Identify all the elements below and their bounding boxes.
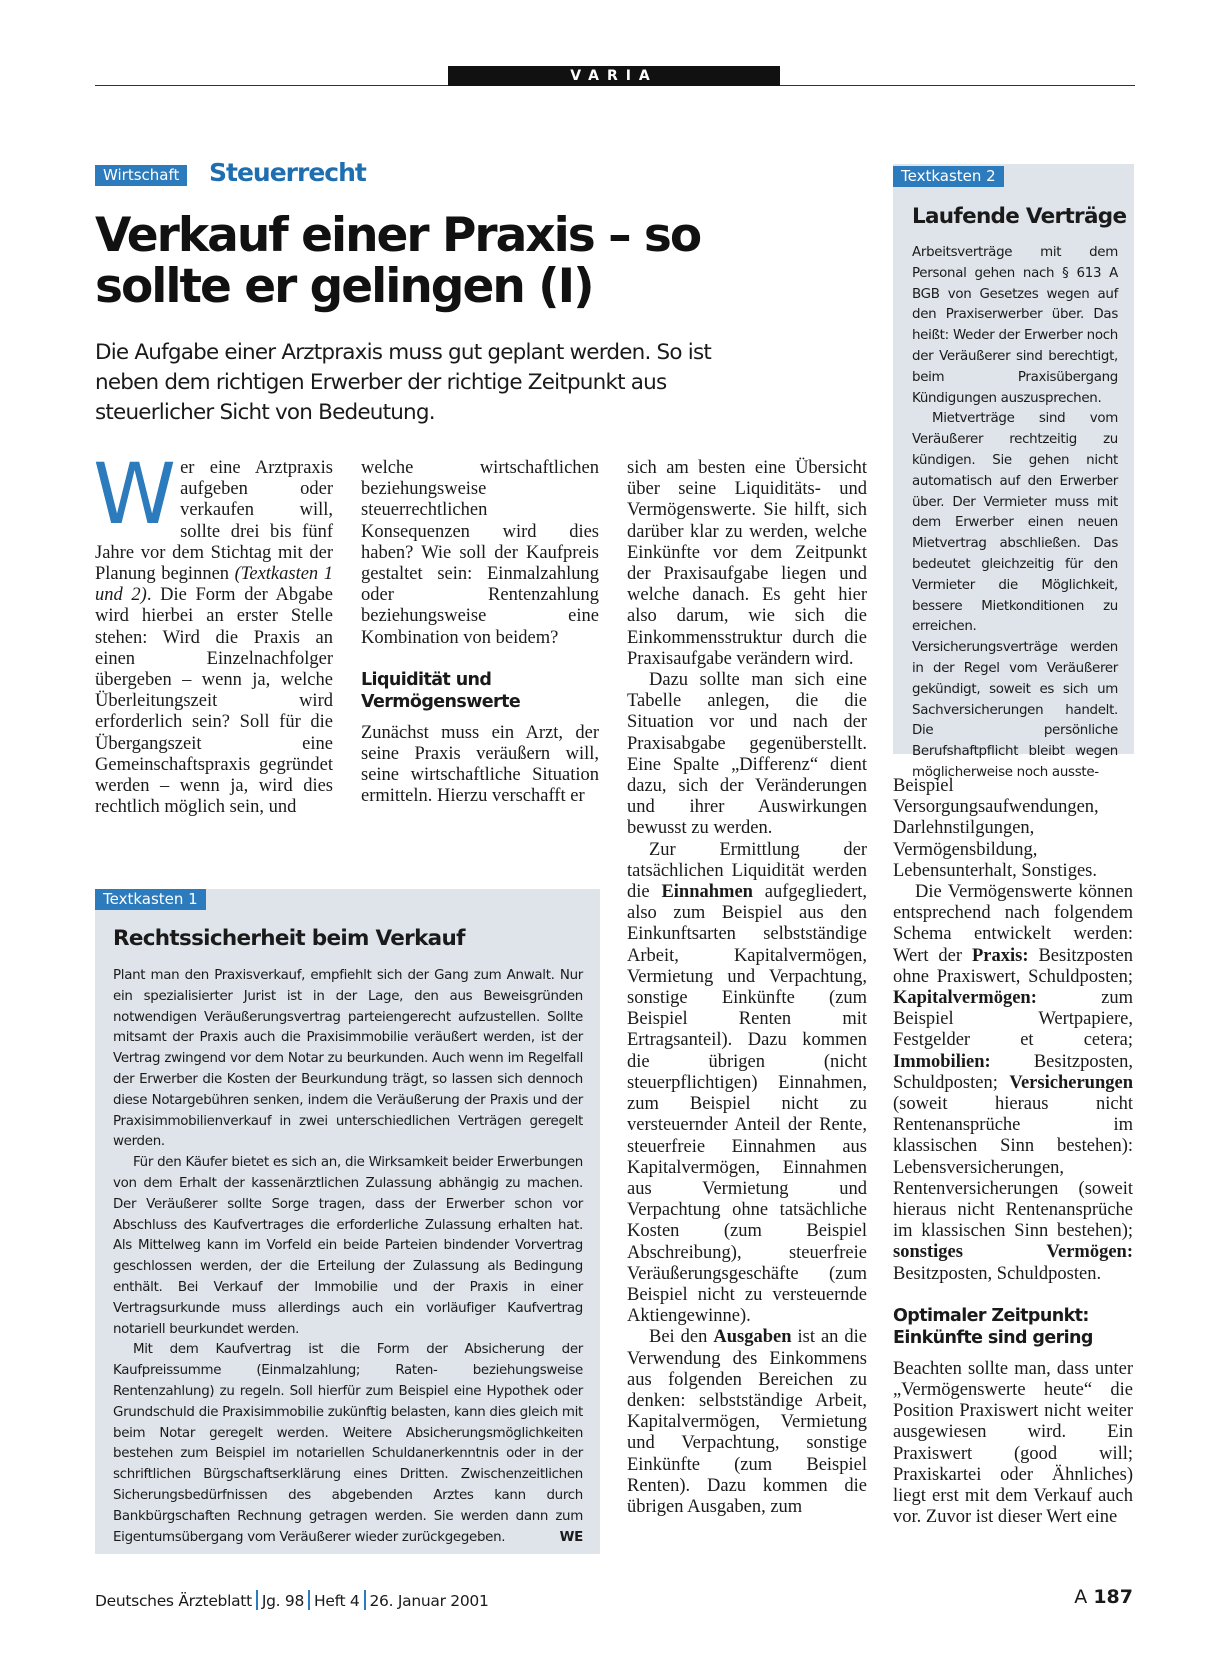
article-paragraph: Zur Ermittlung der tatsächlichen Liquidität werden die Einnahmen aufgegliedert, also zum Beispiel aus den Einkunftsarten selbstständige Arbeit, Kapitalvermögen, Vermietung und Verpachtung, sonstige Einkünfte (zum Beispiel Renten mit Ertragsanteil). Dazu kommen die übrigen (nicht steuerpflichtigen) Einnahmen, zum Beispiel nicht zu versteuernder Anteil der Rente, steuerfreie Einnahmen aus Kapitalvermögen, Einnahmen aus Vermietung und Verpachtung ohne tatsächliche Kosten (zum Beispiel Abschreibung), steuerfreie Veräußerungsgeschäfte (zum Beispiel nicht zu versteuernde Aktiengewinne). bbox=[627, 839, 867, 1327]
dropcap: W bbox=[93, 445, 177, 543]
null bbox=[361, 458, 599, 649]
article-paragraph: Beispiel Versorgungsaufwendungen, Darlehnstilgungen, Vermögensbildung, Lebensunterhalt, Sonstiges. bbox=[893, 776, 1099, 881]
article-paragraph: Bei den Ausgaben ist an die Verwendung des Einkommens aus folgenden Bereichen zu denken: selbstständige Arbeit, Kapitalvermögen, Vermietung und Verpachtung, sonstige Einkünfte (zum Beispiel Renten). Dazu kommen die übrigen Ausgaben, zum bbox=[627, 1327, 868, 1517]
textbox-2-paragraph: Versicherungsverträge werden in der Regel vom Veräußerer gekündigt, soweit es sich um Sachversicherungen handelt. Die persönliche Berufshaftpflicht bleibt wegen möglicherweise noch ausste- bbox=[912, 640, 1118, 780]
issue-date: 26. Januar 2001 bbox=[369, 1592, 489, 1610]
textbox-2-paragraph: Arbeitsverträge mit dem Personal gehen nach § 613 A BGB von Gesetzes wegen auf den Praxiserwerber über. Das heißt: Weder der Erwerber noch der Veräußerer sind berechtigt, beim Praxisübergang Kündigungen auszusprechen. bbox=[912, 245, 1118, 406]
article-paragraph: Die Vermögenswerte können entsprechend nach folgendem Schema entwickelt werden: Wert der Praxis: Besitzposten ohne Praxiswert, Schuldposten; Kapitalvermögen: zum Beispiel Wertpapiere, Festgelder et cetera; Immobilien: Besitzposten, Schuldposten; Versicherungen (soweit hieraus nicht Rentenansprüche im klassischen Sinn bestehen): Lebensversicherungen, Rentenversicherungen (soweit hieraus nicht Rentenansprüche im klassischen Sinn bestehen); sonstiges Vermögen: Besitzposten, Schuldposten. bbox=[893, 882, 1133, 1284]
article-paragraph: Dazu sollte man sich eine Tabelle anlegen, die die Situation vor und nach der Praxisabgabe gegenüberstellt. Eine Spalte „Differenz“ dient dazu, sich der Veränderungen und ihrer Auswirkungen bewusst zu werden. bbox=[627, 670, 867, 839]
headline: Verkauf einer Praxis – so sollte er gelingen (I) bbox=[95, 208, 701, 314]
textbox-1-paragraph: Plant man den Praxisverkauf, empfiehlt sich der Gang zum Anwalt. Nur ein spezialisierter Jurist ist in der Lage, den aus Beweisgründen notwendigen Veräußerungsvertrag parteiengerecht aufzustellen. Sollte mitsamt der Praxis auch die Praxisimmobilie veräußert werden, ist der Vertrag zwingend vor dem Notar zu beurkunden. Auch wenn im Regelfall der Erwerber die Kosten der Beurkundung trägt, so lassen sich dennoch diese Notargebühren senken, indem die Veräußerung der Praxis und der Praxisimmobilienverkauf in zwei unterschiedlichen Verträgen geregelt werden. bbox=[113, 968, 583, 1150]
paragraph-1-start: er eine Arztpraxis aufgeben oder verkaufen will, sollte drei bis fünf Jahre vor dem Stichtag mit der Planung beginnen bbox=[95, 458, 333, 585]
page-number: A 187 bbox=[1074, 1586, 1133, 1608]
subhead-zeitpunkt: Optimaler Zeitpunkt: Einkünfte sind gering bbox=[893, 1305, 1093, 1348]
article-paragraph: Zunächst muss ein Arzt, der seine Praxis veräußern will, seine wirtschaftliche Situation ermitteln. Hierzu verschafft er bbox=[361, 722, 599, 807]
section-label: VARIA bbox=[448, 66, 780, 86]
issue: Heft 4 bbox=[314, 1592, 360, 1610]
paragraph-1-rest: . Die Form der Abgabe wird hierbei an erster Stelle stehen: Wird die Praxis an einen Einzelnachfolger übergeben – wenn ja, welche Überleitungszeit wird erforderlich sein? Soll für die Übergangszeit eine Gemeinschaftspraxis gegründet werden – wenn ja, wird dies rechtlich möglich sein, und bbox=[95, 585, 333, 818]
textbox-2-title: Laufende Verträge bbox=[912, 204, 1127, 229]
textbox-1-body bbox=[113, 966, 583, 1548]
rubric-tag: Wirtschaft bbox=[95, 165, 187, 186]
author-signature: WE bbox=[559, 1529, 583, 1545]
textbox-2-tag: Textkasten 2 bbox=[893, 166, 1004, 187]
textbox-1-paragraph: Mit dem Kaufvertrag ist die Form der Absicherung der Kaufpreissumme (Einmalzahlung; Raten- beziehungsweise Rentenzahlung) zu regeln. Soll hierfür zum Beispiel eine Hypothek oder Grundschuld die Praxisimmobilie zukünftig belasten, kann dies gleich mit beim Notar geregelt werden. Weitere Absicherungsmöglichkeiten bestehen zum Beispiel im notariellen Schuldanerkenntnis oder in der schriftlichen Bürgschaftserklärung eines Dritten. Zwischenzeitlichen Sicherungsbedürfnissen des abgebenden Arztes kann durch Bankbürgschaften Rechnung getragen werden. Sie werden dann zum Eigentumsübergang vom Veräußerer wieder zurückgegeben. WE bbox=[113, 1340, 583, 1548]
volume: Jg. 98 bbox=[261, 1592, 305, 1610]
article-column-2 bbox=[361, 458, 599, 808]
article-column-3 bbox=[627, 458, 867, 1518]
journal-name: Deutsches Ärzteblatt bbox=[95, 1592, 252, 1610]
textbox-1-title: Rechtssicherheit beim Verkauf bbox=[113, 926, 465, 951]
reference-textkasten-1-2: (Textkasten 1 und 2) bbox=[95, 564, 334, 606]
textbox-1-tag: Textkasten 1 bbox=[95, 889, 206, 910]
rubric-title: Steuerrecht bbox=[209, 158, 366, 187]
textbox-2-paragraph: Mietverträge sind vom Veräußerer rechtzeitig zu kündigen. Sie gehen nicht automatisch auf den Erwerber über. Der Vermieter muss mit dem Erwerber einen neuen Mietvertrag abschließen. Das bedeutet gleichzeitig für den Vermieter die Möglichkeit, bessere Mietkonditionen zu erreichen. bbox=[912, 411, 1118, 635]
paragraph-1-rest: welche wirtschaftlichen beziehungsweise steuerrechtlichen Konsequenzen wird dies haben? Wie soll der Kaufpreis gestaltet sein: Einmalzahlung oder Rentenzahlung beziehungsweise eine Kombination von beidem? bbox=[361, 458, 599, 648]
textbox-1-paragraph: Für den Käufer bietet es sich an, die Wirksamkeit beider Erwerbungen von dem Erhalt der kassenärztlichen Zulassung abhängig zu machen. Der Veräußerer sollte Sorge tragen, dass der Erwerber schon vor Abschluss des Kaufvertrages die erforderliche Zulassung erhalten hat. Als Mittelweg kann im Vorfeld ein beide Parteien bindender Vorvertrag geschlossen werden, der die Erteilung der Zulassung als Bedingung enthält. Bei Verkauf der Immobilie und der Praxis in einer Vertragsurkunde muss allerdings auch ein vorläufiger Kaufvertrag notariell beurkundet werden. bbox=[113, 1155, 583, 1337]
article-paragraph: Beachten sollte man, dass unter „Vermögenswerte heute“ die Position Praxiswert nicht weiter ausgewiesen wird. Ein Praxiswert (good will; Praxiskartei oder Ähnliches) liegt erst mit dem Verkauf auch vor. Zuvor ist dieser Wert eine bbox=[893, 1358, 1133, 1528]
article-paragraph: sich am besten eine Übersicht über seine Liquiditäts- und Vermögenswerte. Sie hilft, sich darüber klar zu werden, welche Einkünfte vor dem Zeitpunkt der Praxisaufgabe liegen und welche danach. Es geht hier also darum, wie sich die Einkommensstruktur durch die Praxisaufgabe verändern wird. bbox=[627, 458, 867, 669]
article-column-4 bbox=[893, 776, 1133, 1529]
textbox-2-body bbox=[912, 243, 1118, 784]
footer bbox=[95, 1590, 489, 1610]
subhead-liquiditaet: Liquidität und Vermögenswerte bbox=[361, 669, 521, 712]
article-column-1 bbox=[93, 445, 334, 818]
lead-text: Die Aufgabe einer Arztpraxis muss gut geplant werden. So ist neben dem richtigen Erwerber der richtige Zeitpunkt aus steuerlicher Sicht von Bedeutung. bbox=[95, 340, 712, 425]
